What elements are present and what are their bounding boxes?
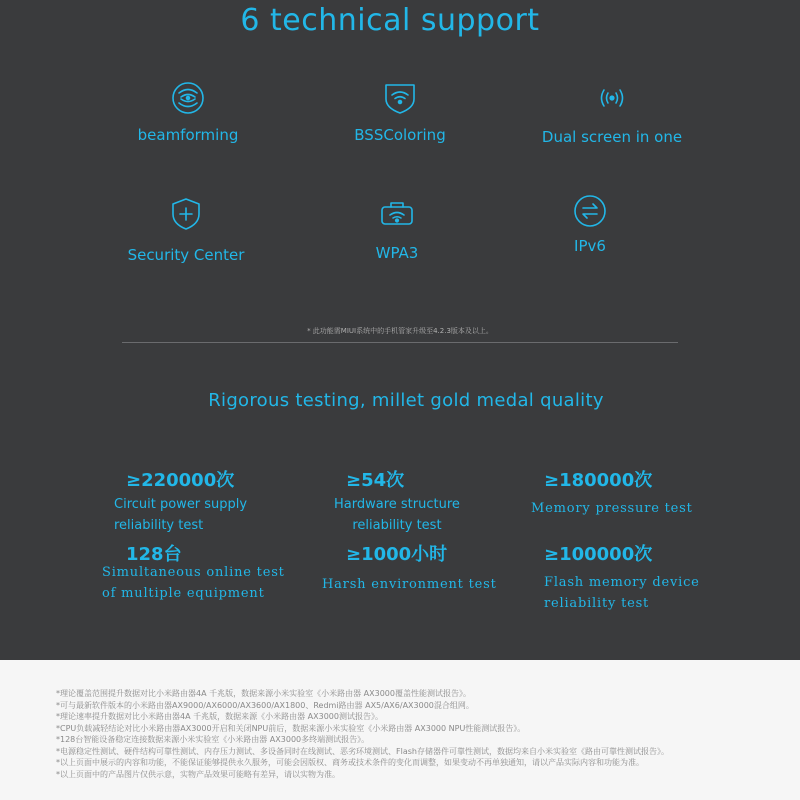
footnotes	[56, 688, 766, 780]
feature-label: Security Center	[127, 246, 245, 264]
feature-label: WPA3	[375, 244, 419, 262]
stat-value: ≥180000次	[544, 470, 653, 491]
feature-bsscoloring	[300, 80, 500, 144]
stat-description: Memory pressure test	[531, 501, 693, 516]
stat-value: ≥1000小时	[346, 544, 448, 565]
stat-description: Hardware structure reliability test	[334, 497, 460, 533]
feature-dual-screen	[512, 80, 712, 146]
footnote: *理论速率提升数据对比小米路由器4A 千兆版，数据来源《小米路由器 AX3000测试报告》。	[56, 712, 383, 721]
feature-note: * 此功能需MIUI系统中的手机管家升级至4.2.3版本及以上。	[307, 327, 493, 335]
stat-value: 128台	[126, 544, 182, 565]
stat-description: Flash memory device reliability test	[544, 575, 700, 611]
stat-value: ≥100000次	[544, 544, 653, 565]
stat-value: ≥220000次	[126, 470, 235, 491]
footnote: *可与最新软件版本的小米路由器AX9000/AX6000/AX3600/AX1800、Redmi路由器 AX5/AX6/AX3000混合组网。	[56, 700, 474, 710]
divider	[122, 342, 678, 343]
feature-label: BSSColoring	[354, 126, 446, 144]
footnote: *电源稳定性测试、硬件结构可靠性测试、内存压力测试、多设备同时在线测试、恶劣环境测试、Flash存储器件可靠性测试，数据均来自小米实验室《路由可靠性测试报告》。	[56, 746, 669, 756]
feature-ipv6	[490, 193, 690, 255]
feature-wpa3	[297, 196, 497, 262]
footnote: *CPU负载减轻结论对比小米路由器AX3000开启和关闭NPU前后，数据来源小米实验室《小米路由器 AX3000 NPU性能测试报告》。	[56, 723, 526, 733]
feature-security-center	[86, 196, 286, 264]
swap-arrows-icon	[572, 193, 608, 229]
security-shield-icon	[168, 196, 204, 232]
section-title: 6 technical support	[240, 3, 540, 38]
footnote: *理论覆盖范围提升数据对比小米路由器4A 千兆版，数据来源小米实验室《小米路由器 AX3000覆盖性能测试报告》。	[56, 689, 471, 698]
router-icon	[379, 196, 415, 232]
stat-value: ≥54次	[346, 470, 405, 491]
stat-description: Circuit power supply reliability test	[114, 497, 248, 533]
feature-label: IPv6	[574, 237, 606, 255]
section-subtitle: Rigorous testing, millet gold medal quality	[208, 390, 604, 411]
dual-signal-icon	[594, 80, 630, 116]
feature-label: beamforming	[137, 126, 239, 144]
stat-description: Simultaneous online test of multiple equipment	[102, 565, 285, 601]
beamforming-icon	[170, 80, 206, 116]
footnote: *以上页面中展示的内容和功能，不能保证能够提供永久服务，可能会因版权、商务或技术条件的变化而调整，如果变动不再单独通知，请以产品实际内容和功能为准。	[56, 758, 644, 767]
feature-beamforming	[88, 80, 288, 144]
footnote: *以上页面中的产品图片仅供示意，实物产品效果可能略有差异，请以实物为准。	[56, 769, 340, 779]
feature-label: Dual screen in one	[541, 128, 683, 146]
footnote: *128台智能设备稳定连接数据来源小米实验室《小米路由器 AX3000多终端测试报告》。	[56, 735, 370, 744]
wifi-shield-icon	[382, 80, 418, 116]
stat-description: Harsh environment test	[322, 577, 497, 592]
